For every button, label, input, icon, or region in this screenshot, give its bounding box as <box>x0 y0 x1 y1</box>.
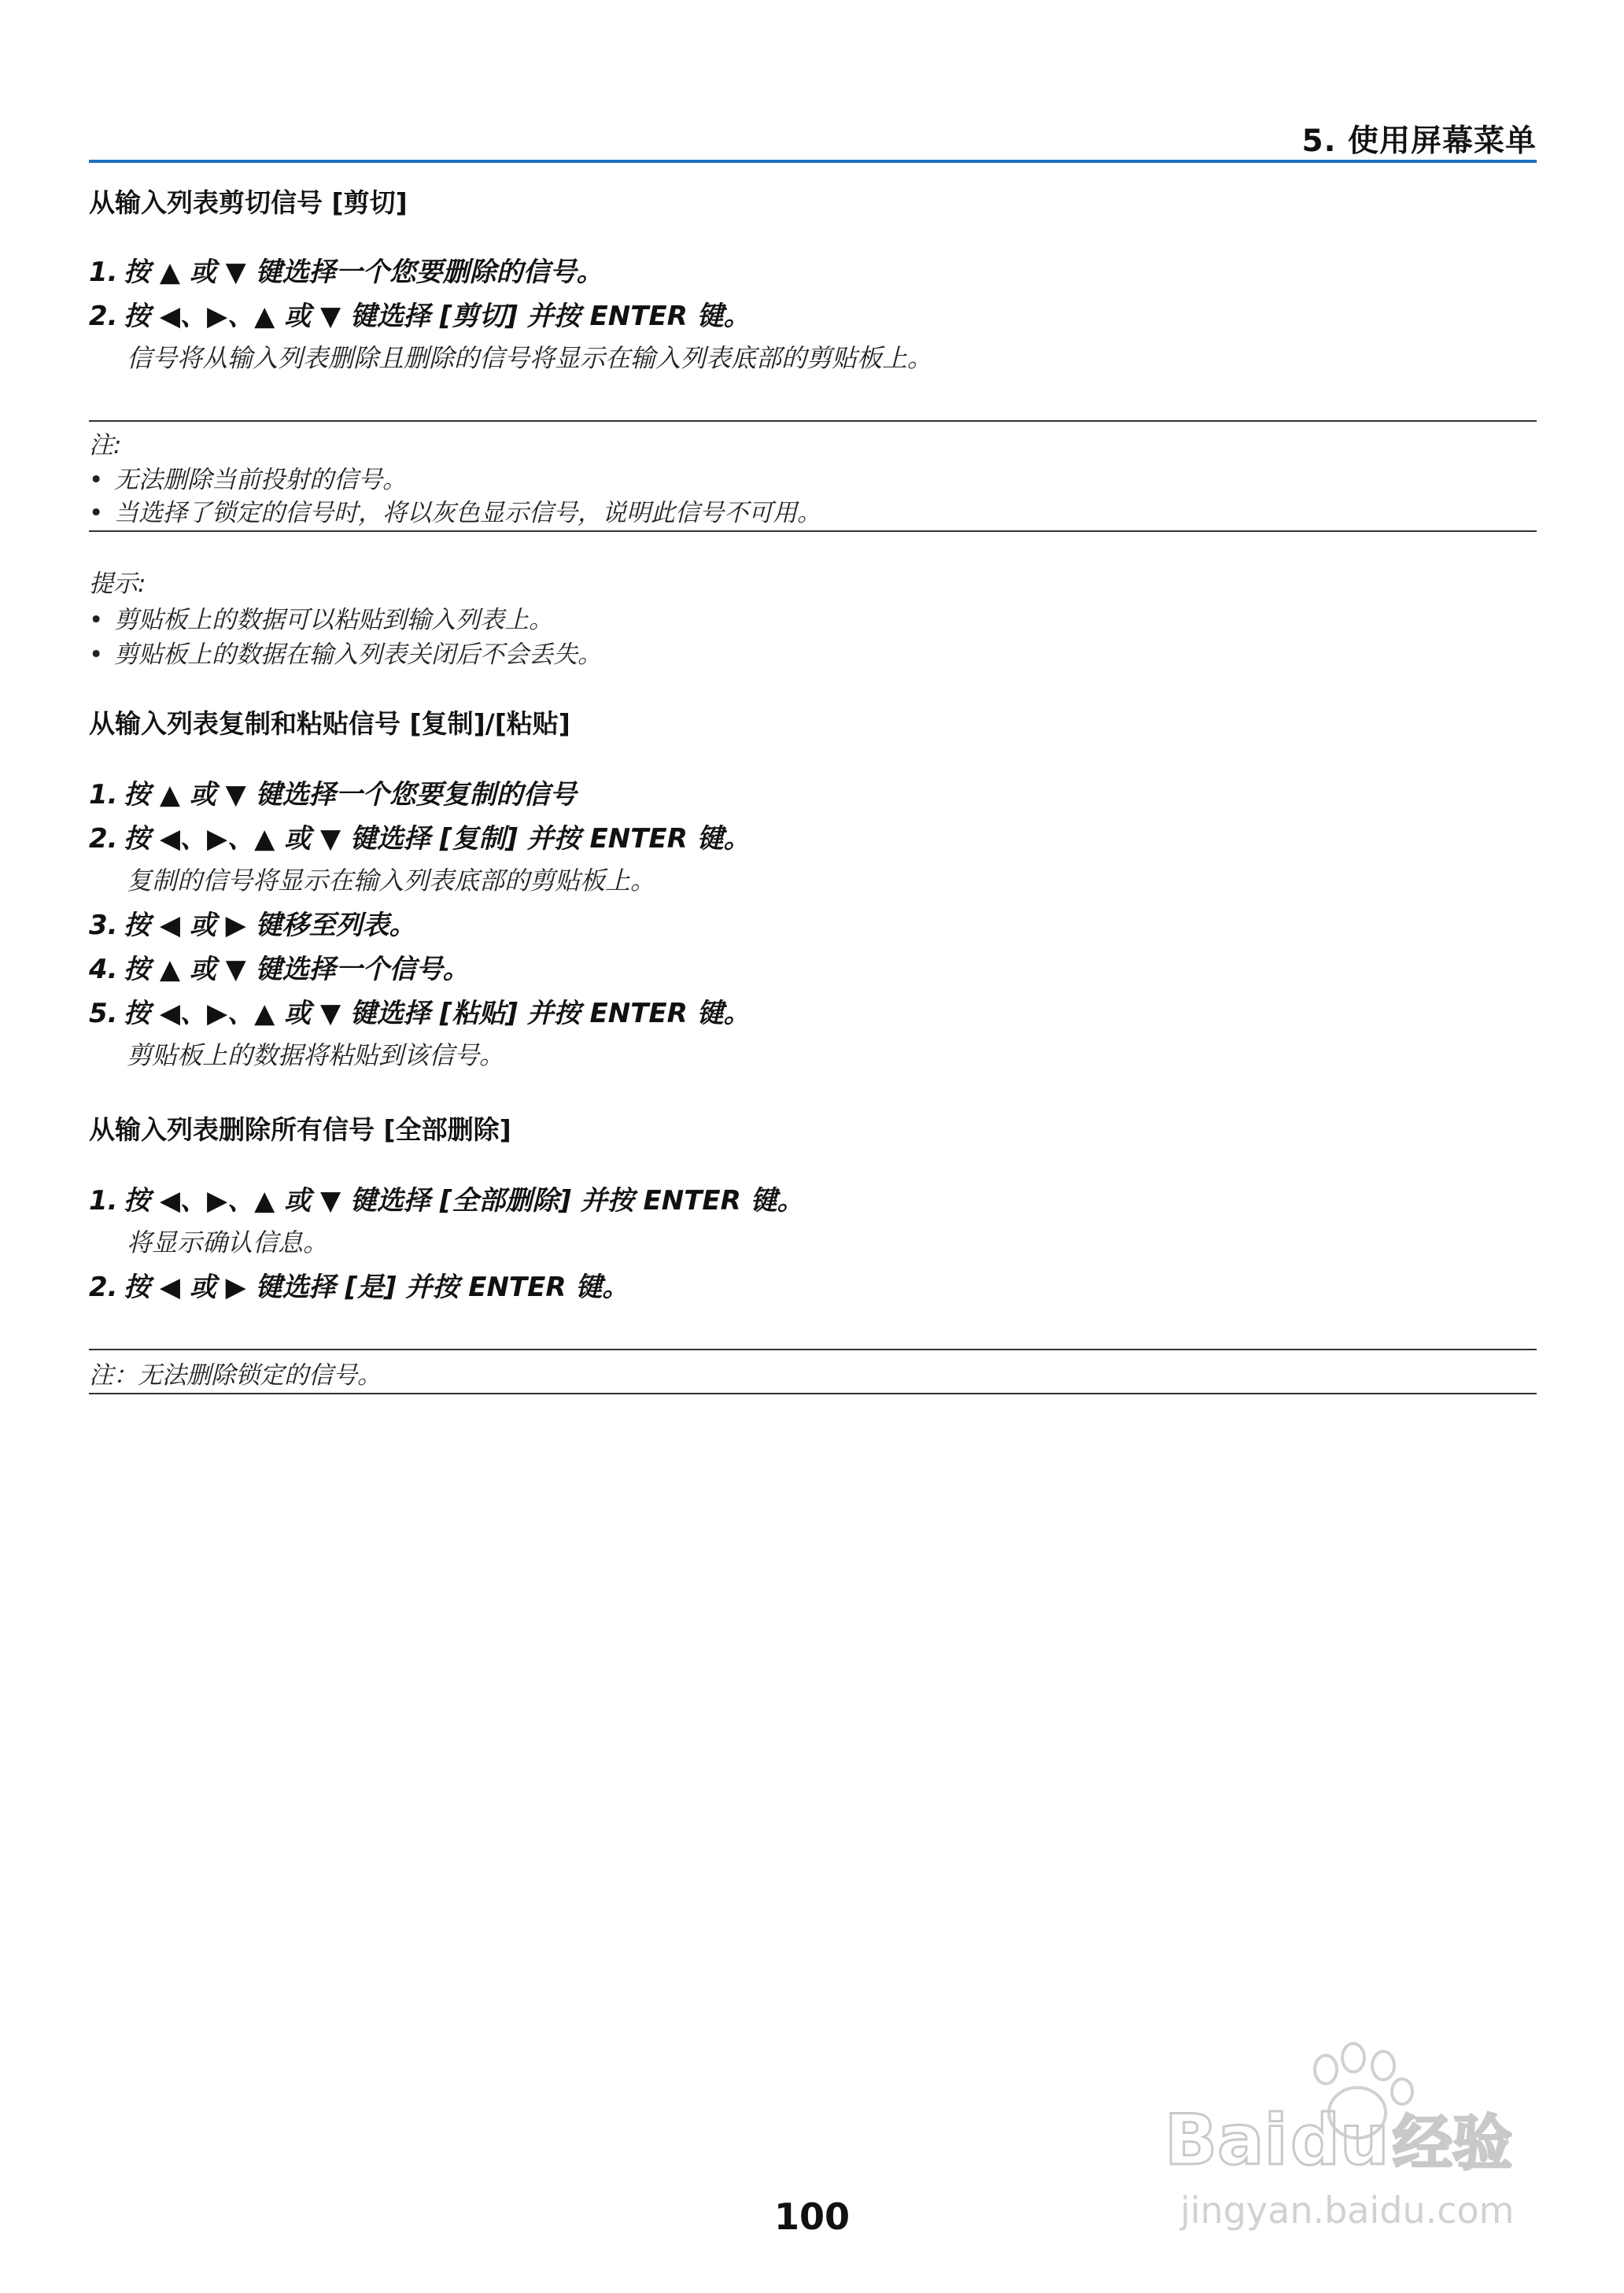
step-text: 按 ◀、▶、▲ 或 ▼ 键选择 [复制] 并按 ENTER 键。 <box>124 823 751 855</box>
step-number: 2. <box>89 1272 118 1303</box>
copy-step-4 <box>89 947 470 986</box>
section-heading-copy-paste: 从输入列表复制和粘贴信号 [复制]/[粘贴] <box>89 708 570 739</box>
note2-text: 注：无法删除锁定的信号。 <box>89 1361 382 1390</box>
step-number: 4. <box>89 954 118 985</box>
step-number: 2. <box>89 301 118 332</box>
step-number: 1. <box>89 257 118 288</box>
cut-step-2 <box>89 294 751 333</box>
bullet-dot-icon: • <box>89 499 104 527</box>
step-text: 按 ▲ 或 ▼ 键选择一个您要复制的信号 <box>124 779 577 810</box>
tip-item: • 剪贴板上的数据可以粘贴到输入列表上。 <box>89 606 553 634</box>
note-item: • 无法删除当前投射的信号。 <box>89 466 407 494</box>
header-rule <box>89 160 1537 163</box>
cut-step-1 <box>89 250 603 289</box>
svg-text:jingyan.baidu.com: jingyan.baidu.com <box>1180 2189 1515 2232</box>
step-text: 按 ▲ 或 ▼ 键选择一个您要删除的信号。 <box>124 257 603 288</box>
note-item: • 当选择了锁定的信号时，将以灰色显示信号，说明此信号不可用。 <box>89 499 821 527</box>
svg-text:经验: 经验 <box>1393 2108 1512 2178</box>
section-heading-cut: 从输入列表剪切信号 [剪切] <box>89 187 408 218</box>
step-number: 2. <box>89 823 118 855</box>
delete-step-2 <box>89 1265 629 1304</box>
tip-label: 提示: <box>89 570 146 598</box>
svg-text:du: du <box>1290 2099 1390 2180</box>
copy-step-1 <box>89 773 577 811</box>
baidu-watermark-logo <box>1157 2038 1550 2243</box>
tip-item: • 剪贴板上的数据在输入列表关闭后不会丢失。 <box>89 641 602 669</box>
delete-step-1-detail: 将显示确认信息。 <box>127 1228 329 1257</box>
step-text: 按 ◀ 或 ▶ 键移至列表。 <box>124 910 416 941</box>
bullet-dot-icon: • <box>89 466 104 494</box>
step-number: 3. <box>89 910 118 941</box>
step-text: 按 ◀、▶、▲ 或 ▼ 键选择 [全部删除] 并按 ENTER 键。 <box>124 1185 804 1217</box>
step-number: 1. <box>89 1185 118 1217</box>
note2-bottom-rule <box>89 1393 1537 1394</box>
note-label: 注: <box>89 431 122 460</box>
chapter-title: 5. 使用屏幕菜单 <box>1301 124 1537 159</box>
note-bottom-rule <box>89 530 1537 532</box>
step-text: 按 ▲ 或 ▼ 键选择一个信号。 <box>124 954 470 985</box>
step-text: 按 ◀、▶、▲ 或 ▼ 键选择 [剪切] 并按 ENTER 键。 <box>124 301 751 332</box>
copy-step-2 <box>89 817 751 855</box>
bullet-dot-icon: • <box>89 606 104 634</box>
note-top-rule <box>89 420 1537 422</box>
cut-step-2-detail: 信号将从输入列表删除且删除的信号将显示在输入列表底部的剪贴板上。 <box>127 343 933 373</box>
copy-step-5-detail: 剪贴板上的数据将粘贴到该信号。 <box>127 1040 505 1070</box>
step-number: 1. <box>89 779 118 810</box>
step-text: 按 ◀ 或 ▶ 键选择 [是] 并按 ENTER 键。 <box>124 1272 629 1303</box>
copy-step-2-detail: 复制的信号将显示在输入列表底部的剪贴板上。 <box>127 866 656 895</box>
svg-text:Bai: Bai <box>1164 2099 1288 2180</box>
section-heading-delete-all: 从输入列表删除所有信号 [全部删除] <box>89 1114 511 1145</box>
copy-step-3 <box>89 903 416 942</box>
delete-step-1 <box>89 1179 804 1217</box>
page-number: 100 <box>773 2195 851 2238</box>
step-text: 按 ◀、▶、▲ 或 ▼ 键选择 [粘贴] 并按 ENTER 键。 <box>124 998 751 1029</box>
note2-top-rule <box>89 1349 1537 1350</box>
bullet-dot-icon: • <box>89 641 104 669</box>
step-number: 5. <box>89 998 118 1029</box>
copy-step-5 <box>89 991 751 1030</box>
